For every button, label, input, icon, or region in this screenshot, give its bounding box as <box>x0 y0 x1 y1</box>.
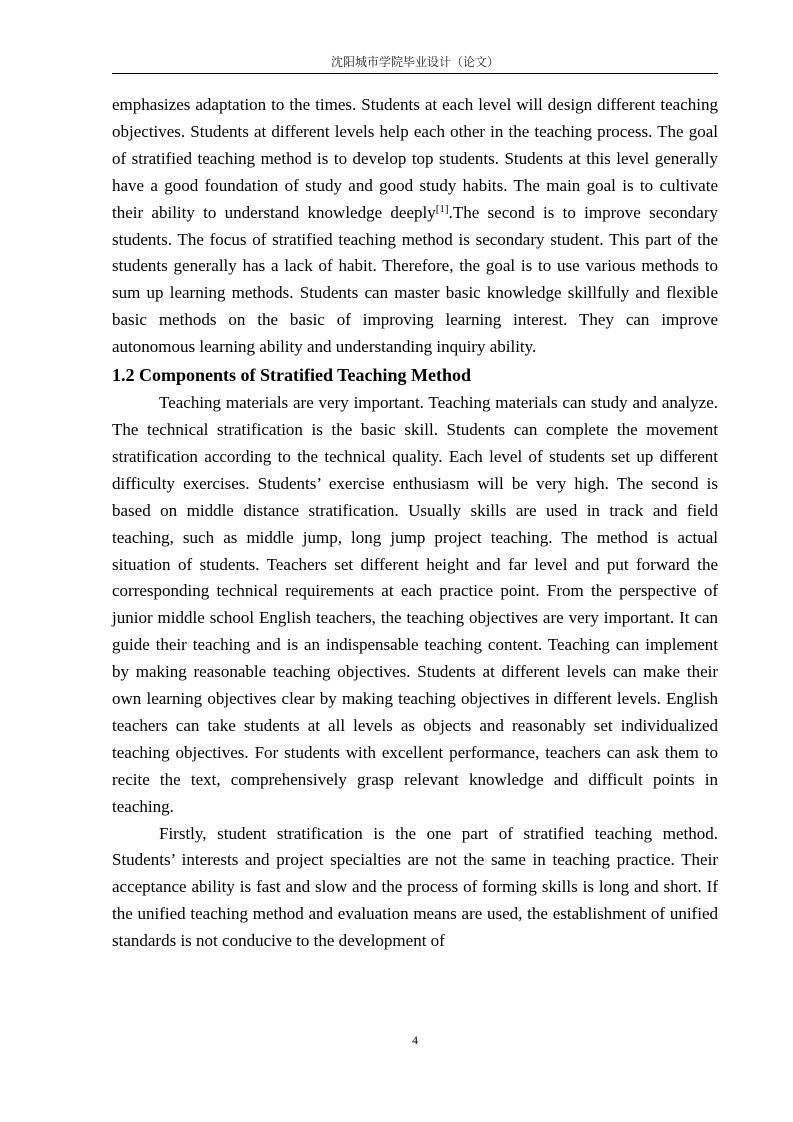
paragraph-3: Firstly, student stratification is the one part of stratified teaching method. Students’ interests and project specialties are not the same in teaching practice. Their acceptance ability is fast and slow and the process of forming skills is long and short. If the unified teaching method and evaluation means are used, the establishment of unified standards is not conducive to the development of <box>112 823 718 951</box>
section-heading: 1.2 Components of Stratified Teaching Method <box>112 365 472 386</box>
paragraph-1 <box>112 92 718 361</box>
page-number: 4 <box>412 1033 418 1047</box>
paragraph-1-part-b: .The second is to improve secondary students. The focus of stratified teaching method is secondary student. This part of the students generally has a lack of habit. Therefore, the goal is to use various methods to sum up learning methods. Students can master basic knowledge skillfully and flexible basic methods on the basic of improving learning interest. They can improve autonomous learning ability and understanding inquiry ability. <box>112 202 718 357</box>
paragraph-2: Teaching materials are very important. Teaching materials can study and analyze. The technical stratification is the basic skill. Students can complete the movement stratification according to the technical quality. Each level of students set up different difficulty exercises. Students’ exercise enthusiasm will be very high. The second is based on middle distance stratification. Usually skills are used in track and field teaching, such as middle jump, long jump project teaching. The method is actual situation of students. Teachers set different height and far level and put forward the corresponding technical requirements at each practice point. From the perspective of junior middle school English teachers, the teaching objectives are very important. It can guide their teaching and is an indispensable teaching content. Teaching can implement by making reasonable teaching objectives. Students at different levels can make their own learning objectives clear by making teaching objectives in different levels. English teachers can take students at all levels as objects and reasonably set individualized teaching objectives. For students with excellent performance, teachers can ask them to recite the text, comprehensively grasp relevant knowledge and difficult points in teaching. <box>112 393 718 816</box>
header-rule <box>112 73 718 74</box>
citation-1: [1] <box>435 202 449 215</box>
page-body <box>112 92 718 955</box>
running-header: 沈阳城市学院毕业设计（论文） <box>330 55 499 69</box>
paragraph-1-part-a: emphasizes adaptation to the times. Students at each level will design different teaching objectives. Students at different levels help each other in the teaching process. The goal of stratified teaching method is to develop top students. Students at this level generally have a good foundation of study and good study habits. The main goal is to cultivate their ability to understand knowledge deeply <box>112 95 718 222</box>
